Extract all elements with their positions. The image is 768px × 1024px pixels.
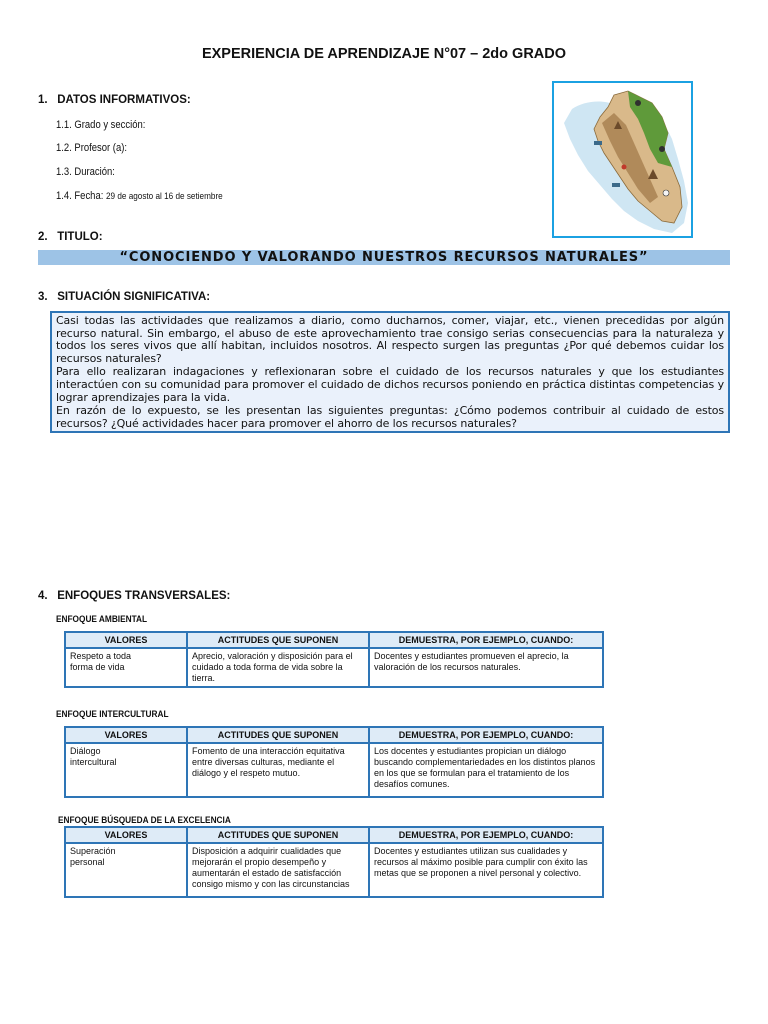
- document-title: EXPERIENCIA DE APRENDIZAJE N°07 – 2do GRADO: [201, 46, 567, 62]
- table-header-row: [65, 827, 603, 843]
- info-grade-section: [56, 119, 145, 131]
- section-4-title: ENFOQUES TRANSVERSALES:: [57, 590, 231, 602]
- demuestra-text: Docentes y estudiantes utilizan sus cualidades y recursos al máximo posible para cumplir con éxito las metas que se proponen a nivel personal y colectivo.: [374, 846, 588, 878]
- boat-icon: [612, 183, 620, 187]
- peru-map-image: [552, 81, 693, 238]
- valor-text: Diálogo intercultural: [70, 746, 117, 767]
- map-marker-icon: [635, 100, 641, 106]
- section-3-title: SITUACIÓN SIGNIFICATIVA:: [57, 291, 211, 303]
- valor-cell: [65, 743, 187, 797]
- info-date-label: 1.4. Fecha:: [56, 190, 104, 202]
- section-2-number: 2.: [38, 231, 48, 243]
- actitud-cell: [187, 648, 369, 687]
- map-marker-icon: [622, 165, 627, 170]
- situation-paragraph: En razón de lo expuesto, se les presentan las siguientes preguntas: ¿Cómo podemos contribuir al cuidado de estos recursos? ¿Qué actividades hacer para promover el ahorro de los recursos naturales?: [56, 404, 724, 430]
- section-1-title: DATOS INFORMATIVOS:: [57, 94, 191, 106]
- section-2-title: TITULO:: [57, 231, 103, 243]
- header-actitudes: ACTITUDES QUE SUPONEN: [187, 632, 369, 648]
- section-3-heading: [38, 291, 210, 303]
- section-1-heading: [38, 94, 191, 106]
- animal-icon: [663, 190, 669, 196]
- info-teacher: [56, 142, 127, 154]
- actitud-cell: [187, 743, 369, 797]
- demuestra-cell: [369, 648, 603, 687]
- actitud-text: Fomento de una interacción equitativa entre diversas culturas, mediante el diálogo y el respeto mutuo.: [192, 746, 345, 778]
- info-teacher-label: 1.2. Profesor (a):: [56, 142, 127, 154]
- header-valores: VALORES: [65, 632, 187, 648]
- valor-text: Respeto a toda forma de vida: [70, 651, 132, 672]
- enfoque-table-excelencia: [64, 826, 604, 898]
- enfoque-label: ENFOQUE INTERCULTURAL: [56, 709, 169, 719]
- section-4-heading: [38, 590, 230, 602]
- valor-cell: [65, 843, 187, 897]
- situation-paragraph: Para ello realizaran indagaciones y reflexionaran sobre el cuidado de los recursos naturales y que los estudiantes interactúen con su comunidad para promover el cuidado de dichos recursos poniendo en práctica distintas competencias y lograr aprendizajes para la vida.: [56, 365, 724, 404]
- table-header-row: [65, 632, 603, 648]
- section-3-number: 3.: [38, 291, 48, 303]
- header-valores: VALORES: [65, 727, 187, 743]
- info-date-value: 29 de agosto al 16 de setiembre: [105, 191, 223, 202]
- boat-icon: [594, 141, 602, 145]
- demuestra-text: Docentes y estudiantes promueven el aprecio, la valoración de los recursos naturales.: [374, 651, 569, 672]
- actitud-text: Disposición a adquirir cualidades que mejorarán el propio desempeño y aumentarán el estado de satisfacción consigo mismo y con las circunstancias: [192, 846, 350, 889]
- demuestra-text: Los docentes y estudiantes propician un diálogo buscando complementariedades en los distintos planos en los que se formulan para el tratamiento de los desafíos comunes.: [374, 746, 596, 789]
- valor-cell: [65, 648, 187, 687]
- demuestra-cell: [369, 843, 603, 897]
- header-demuestra: DEMUESTRA, POR EJEMPLO, CUANDO:: [369, 827, 603, 843]
- valor-text: Superación personal: [70, 846, 116, 867]
- table-row: [65, 843, 603, 897]
- actitud-cell: [187, 843, 369, 897]
- peru-map-illustration: [554, 83, 691, 236]
- table-header-row: [65, 727, 603, 743]
- info-duration: [56, 166, 115, 178]
- header-demuestra: DEMUESTRA, POR EJEMPLO, CUANDO:: [369, 727, 603, 743]
- significant-situation-box: [50, 311, 730, 433]
- header-valores: VALORES: [65, 827, 187, 843]
- actitud-text: Aprecio, valoración y disposición para el cuidado a toda forma de vida sobre la tierra.: [192, 651, 353, 683]
- info-grade-label: 1.1. Grado y sección:: [56, 119, 146, 131]
- situation-paragraph: Casi todas las actividades que realizamos a diario, como ducharnos, comer, viajar, etc., vienen precedidas por algún recurso natural. Sin embargo, el abuso de este aprovechamiento trae consigo serias consecuencias para la naturaleza y todos los seres vivos que allí habitan, incluidos nosotros. Al respecto surgen las preguntas ¿Por qué debemos cuidar los recursos naturales?: [56, 314, 724, 365]
- section-4-number: 4.: [38, 590, 48, 602]
- section-1-number: 1.: [38, 94, 48, 106]
- info-date: [56, 190, 223, 202]
- map-marker-icon: [659, 146, 665, 152]
- header-demuestra: DEMUESTRA, POR EJEMPLO, CUANDO:: [369, 632, 603, 648]
- table-row: [65, 743, 603, 797]
- enfoque-table-intercultural: [64, 726, 604, 798]
- section-2-heading: [38, 231, 103, 243]
- enfoque-label: ENFOQUE BÚSQUEDA DE LA EXCELENCIA: [58, 815, 231, 825]
- demuestra-cell: [369, 743, 603, 797]
- enfoque-label: ENFOQUE AMBIENTAL: [56, 614, 148, 624]
- experience-title-banner: “CONOCIENDO Y VALORANDO NUESTROS RECURSOS NATURALES”: [38, 250, 730, 265]
- enfoque-table-ambiental: [64, 631, 604, 688]
- header-actitudes: ACTITUDES QUE SUPONEN: [187, 827, 369, 843]
- table-row: [65, 648, 603, 687]
- header-actitudes: ACTITUDES QUE SUPONEN: [187, 727, 369, 743]
- info-duration-label: 1.3. Duración:: [56, 166, 115, 178]
